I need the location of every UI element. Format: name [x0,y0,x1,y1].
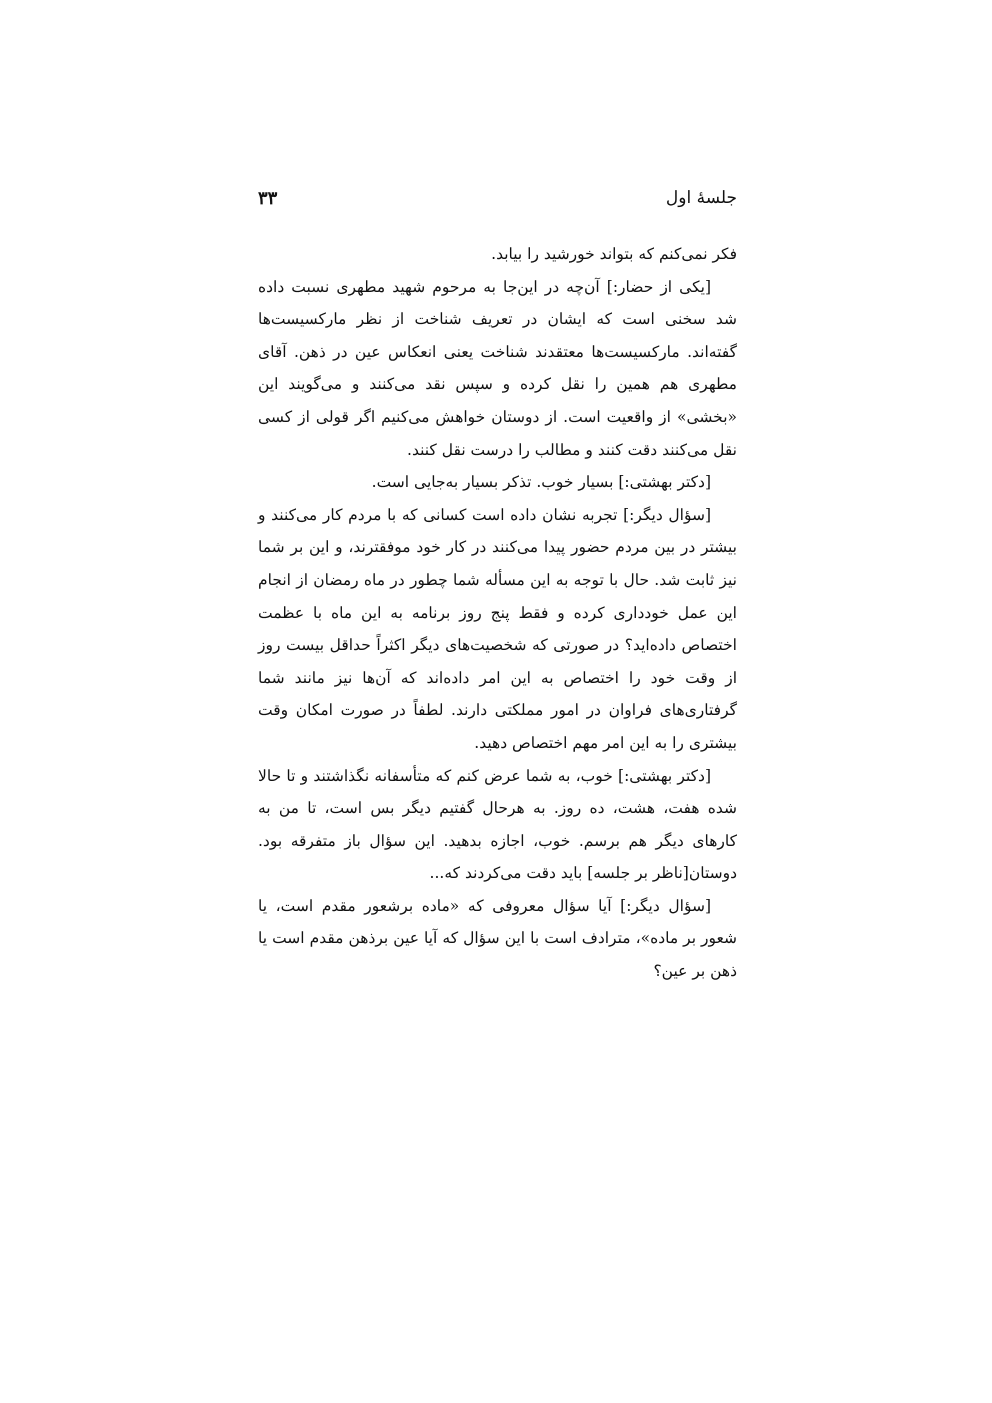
paragraph-audience-note: [یکی از حضار:] آن‌چه در این‌جا به مرحوم شهید مطهری نسبت داده شد سخنی است که ایشان در تعریف شناخت از نظر مارکسیست‌ها گفته‌اند. مارکسیست‌ها معتقدند شناخت یعنی انعکاس عین در ذهن. آقای مطهری هم همین را نقل کرده و سپس نقد می‌کنند و می‌گویند این «بخشی» از واقعیت است. از دوستان خواهش می‌کنیم اگر قولی از کسی نقل می‌کنند دقت کنند و مطالب را درست نقل کنند. [258,277,737,459]
running-header [258,188,737,218]
paragraph-continuation: فکر نمی‌کنم که بتواند خورشید را بیابد. [491,245,737,263]
paragraph-beheshti-reply-1: [دکتر بهشتی:] بسیار خوب. تذکر بسیار به‌جایی است. [371,473,711,492]
page-number: ۳۳ [258,188,278,209]
paragraph-question-matter-consciousness: [سؤال دیگر:] آیا سؤال معروفی که «ماده برشعور مقدم است، یا شعور بر ماده»، مترادف است با این سؤال که آیا عین برذهن مقدم است یا ذهن بر عین؟ [258,896,737,981]
paragraph-beheshti-reply-2: [دکتر بهشتی:] خوب، به شما عرض کنم که متأسفانه نگذاشتند و تا حالا شده هفت، هشت، ده روز. به هرحال گفتیم دیگر بس است، تا من به کارهای دیگر هم برسم. خوب، اجازه بدهید. این سؤال باز متفرقه بود. دوستان[ناظر بر جلسه] باید دقت می‌کردند که... [258,766,737,883]
paragraph-question-ramadan: [سؤال دیگر:] تجربه نشان داده است کسانی که با مردم کار می‌کنند و بیشتر در بین مردم حضور پیدا می‌کنند در کار خود موفقترند، و این بر شما نیز ثابت شد. حال با توجه به این مسأله شما چطور در ماه رمضان از انجام این عمل خودداری کرده و فقط پنج روز برنامه به این ماه با عظمت اختصاص داده‌اید؟ در صورتی که شخصیت‌های دیگر اکثراً حداقل بیست روز از وقت خود را اختصاص به این امر داده‌اند که آن‌ها نیز مانند شما گرفتاری‌های فراوان در امور مملکتی دارند. لطفاً در صورت امکان وقت بیشتری را به این امر مهم اختصاص دهید. [258,505,737,752]
chapter-title: جلسهٔ اول [665,188,737,208]
body-text [258,238,737,988]
